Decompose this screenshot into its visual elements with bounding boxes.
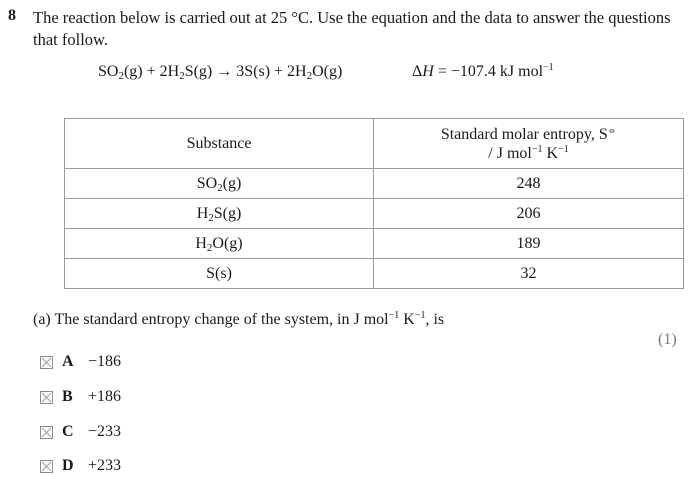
enthalpy-change: ΔH = −107.4 kJ mol$^{-1}$ [412,62,554,80]
option-letter: C [62,423,74,440]
option-value: +186 [88,388,122,405]
option-letter: D [62,457,74,474]
question-text: The reaction below is carried out at 25 °C. Use the equation and the data to answer the questions that follow. [33,8,671,49]
substance-cell: S(s) [65,259,374,289]
option-a[interactable] [40,351,121,373]
header-substance: Substance [65,119,374,169]
table-row [65,229,684,259]
entropy-value: 189 [374,229,684,259]
substance-cell: $H_2O(g)$ [65,229,374,259]
option-d[interactable] [40,455,121,477]
entropy-value: 248 [374,169,684,199]
crossed-box-icon[interactable] [40,391,53,404]
crossed-box-icon[interactable] [40,356,53,369]
option-letter: A [62,353,74,370]
option-value: −233 [88,423,122,440]
header-entropy: Standard molar entropy, S⦵ / J mol$^{-1}$ $K^{-1}$ [374,119,684,169]
table-row [65,169,684,199]
crossed-box-icon[interactable] [40,460,53,473]
option-letter: B [62,388,73,405]
option-value: +233 [88,457,122,474]
entropy-value: 206 [374,199,684,229]
marks-label: (1) [658,331,677,348]
table-row [65,259,684,289]
option-c[interactable] [40,421,121,443]
reaction-arrow: → [216,63,233,80]
reaction-equation: $SO_2(g) + 2H_2S(g) \to 3S(s) + 2H_2O(g)$ [98,63,343,82]
table-row [65,199,684,229]
table-header-row [65,119,684,169]
question-number: 8 [8,7,16,24]
crossed-box-icon[interactable] [40,426,53,439]
substance-cell: $H_2S(g)$ [65,199,374,229]
standard-state-symbol: ⦵ [607,124,617,136]
option-b[interactable] [40,386,121,408]
part-a-question: (a) The standard entropy change of the system, in J mol$^{-1}$ $K^{-1}$, is [33,310,445,328]
substance-cell: $SO_2(g)$ [65,169,374,199]
entropy-table [64,118,684,289]
option-value: −186 [88,353,122,370]
entropy-value: 32 [374,259,684,289]
